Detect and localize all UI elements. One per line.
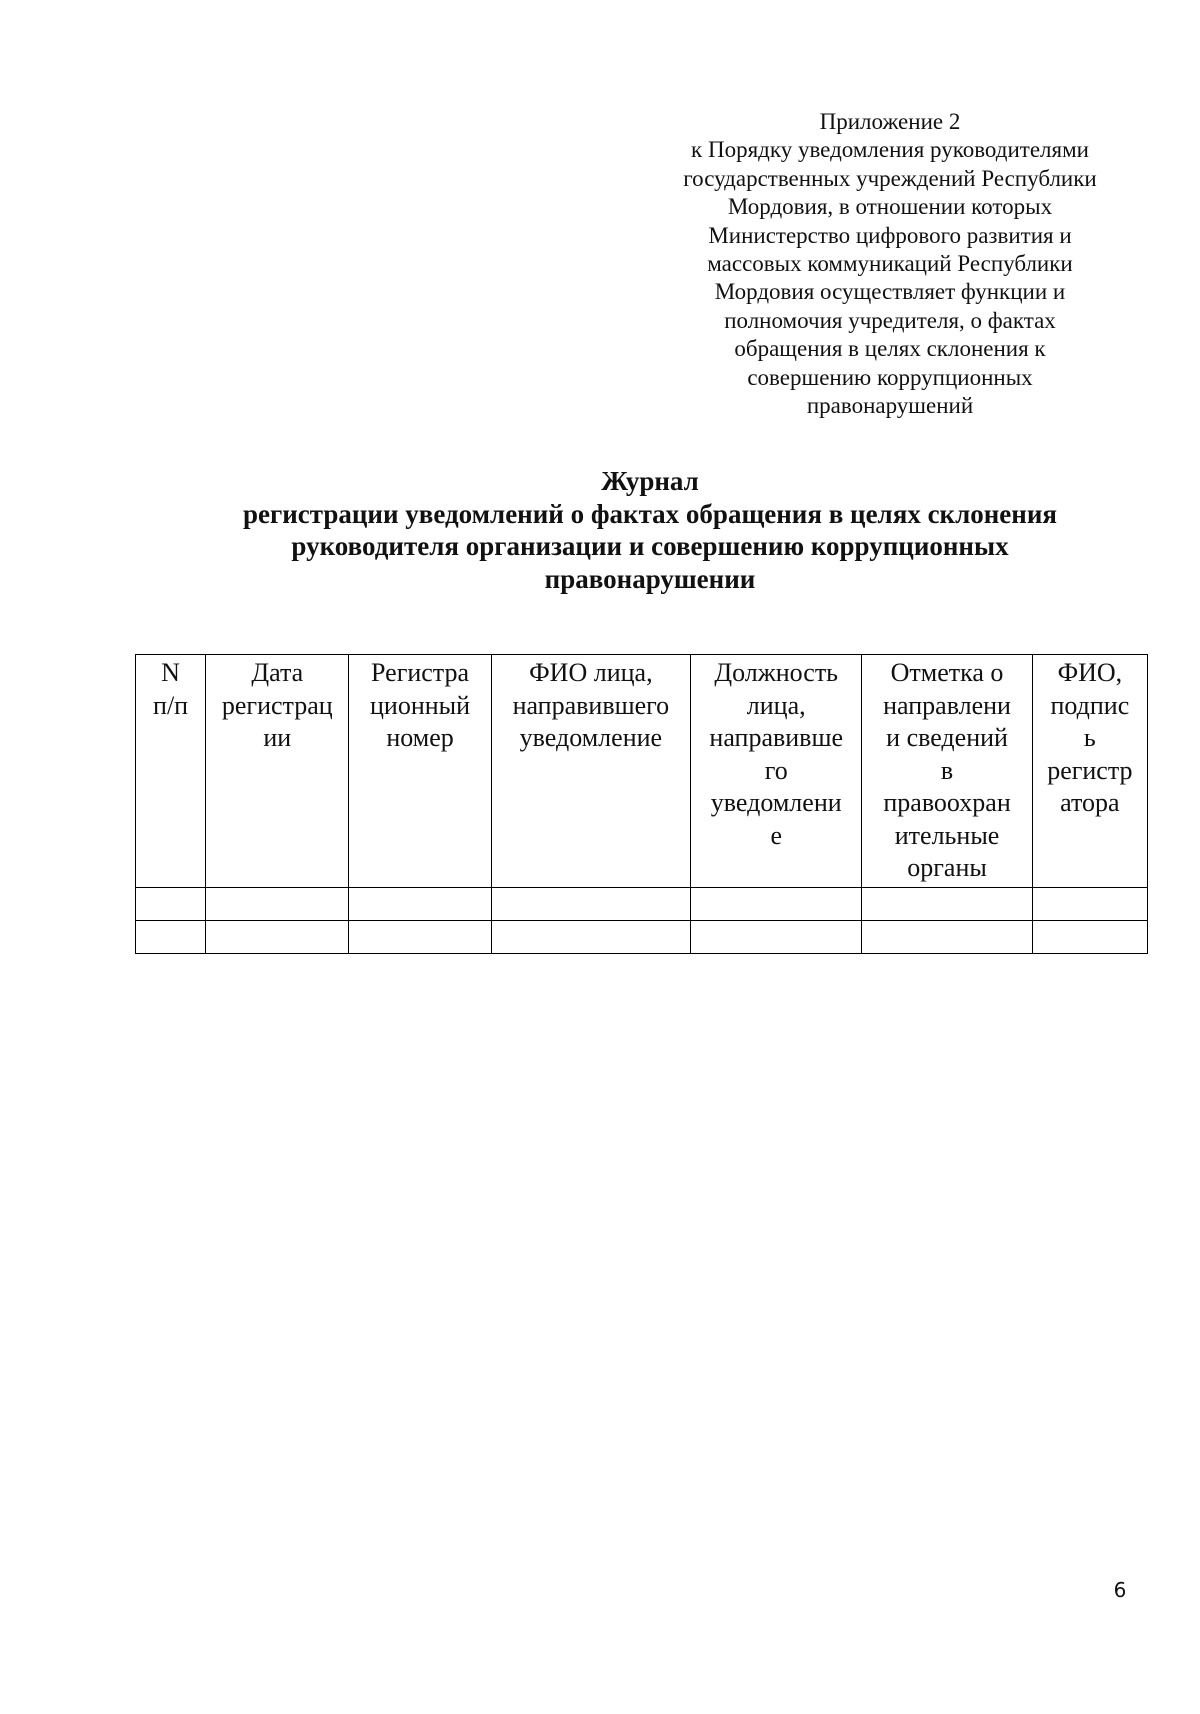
table-cell — [491, 921, 690, 954]
appendix-line: к Порядку уведомления руководителями — [691, 137, 1089, 163]
appendix-line: массовых коммуникаций Республики — [707, 251, 1073, 277]
header-line: Регистра — [371, 658, 470, 687]
header-line: ии — [263, 723, 292, 752]
header-line: номер — [386, 723, 454, 752]
column-header-law-enforcement-note — [862, 655, 1032, 888]
header-line: уведомление — [519, 723, 663, 752]
header-line: подпис — [1050, 690, 1130, 720]
table-cell — [862, 888, 1032, 921]
column-header-sender-name — [491, 655, 690, 888]
appendix-line: полномочия учредителя, о фактах — [724, 307, 1056, 333]
header-line: е — [770, 820, 782, 850]
table-cell — [206, 888, 349, 921]
header-line: и сведений — [886, 723, 1008, 752]
header-line: органы — [907, 853, 987, 882]
header-line: лица, — [746, 690, 806, 720]
table-row — [136, 921, 1148, 954]
table-cell — [1032, 888, 1147, 921]
column-header-number — [136, 655, 206, 888]
header-line: N — [161, 658, 180, 687]
header-line: Должность — [714, 658, 839, 687]
header-line: атора — [1060, 788, 1120, 817]
appendix-line: правонарушений — [806, 393, 974, 419]
table-row — [136, 888, 1148, 921]
column-header-registration-number — [349, 655, 491, 888]
table-cell — [491, 888, 690, 921]
column-header-registrar-signature — [1032, 655, 1147, 888]
appendix-line: государственных учреждений Республики — [683, 165, 1097, 191]
column-header-registration-date — [206, 655, 349, 888]
appendix-line: Мордовия, в отношении которых — [727, 194, 1053, 220]
header-line: п/п — [153, 690, 189, 720]
header-line: направлени — [883, 690, 1011, 720]
table-cell — [862, 921, 1032, 954]
title-line: регистрации уведомлений о фактах обращения в целях склонения — [242, 498, 1058, 529]
title-line: Журнал — [601, 466, 699, 496]
header-line: уведомлени — [710, 788, 842, 817]
header-line: направившего — [512, 690, 670, 720]
journal-table — [135, 654, 1148, 954]
table-cell — [691, 888, 862, 921]
title-line: руководителя организации и совершению коррупционных — [291, 531, 1009, 561]
table-cell — [136, 921, 206, 954]
header-line: ительные — [894, 820, 1000, 850]
document-title — [130, 465, 1170, 595]
appendix-line: Приложение 2 — [819, 109, 961, 134]
header-line: Отметка о — [890, 658, 1004, 687]
appendix-heading — [660, 108, 1120, 420]
header-line: в — [940, 755, 954, 785]
header-line: ФИО, — [1057, 658, 1123, 687]
appendix-line: Мордовия осуществляет функции и — [714, 279, 1066, 305]
table-cell — [136, 888, 206, 921]
header-line: направивше — [709, 723, 844, 752]
header-line: правоохран — [883, 788, 1011, 817]
title-line: правонарушении — [544, 563, 756, 594]
table-cell — [1032, 921, 1147, 954]
table-cell — [206, 921, 349, 954]
table-cell — [349, 888, 491, 921]
header-line: ь — [1083, 723, 1096, 752]
appendix-line: обращения в целях склонения к — [734, 336, 1046, 362]
header-line: го — [764, 755, 788, 785]
header-line: Дата — [251, 658, 304, 687]
header-line: ционный — [370, 690, 471, 720]
column-header-sender-position — [691, 655, 862, 888]
header-line: регистрац — [221, 690, 333, 720]
page-number: 6 — [1113, 1578, 1127, 1602]
table-cell — [349, 921, 491, 954]
header-line: ФИО лица, — [529, 658, 653, 687]
header-line: регистр — [1047, 755, 1133, 785]
appendix-line: совершению коррупционных — [747, 364, 1033, 390]
appendix-line: Министерство цифрового развития и — [708, 222, 1072, 248]
table-header-row — [136, 655, 1148, 888]
table-cell — [691, 921, 862, 954]
